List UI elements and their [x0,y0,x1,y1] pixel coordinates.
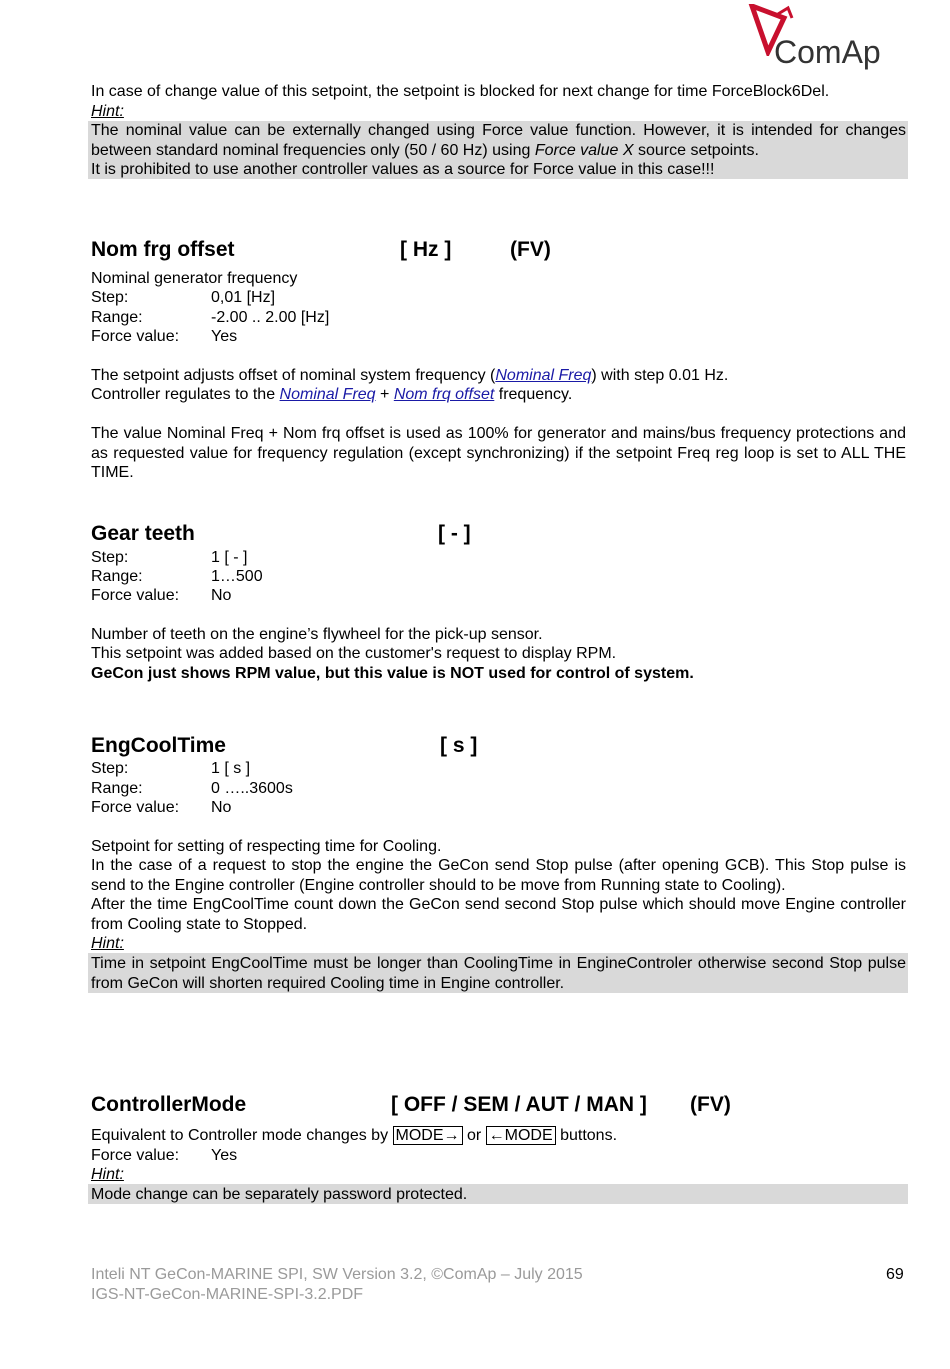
hint-label-3: Hint: [91,1166,124,1183]
controller-mode-fv: (FV) [690,1093,731,1116]
logo-text: ComAp [774,34,881,70]
force-value-value: Yes [211,1147,238,1164]
force-value-value: No [211,799,232,816]
range-value: -2.00 .. 2.00 [Hz] [211,309,330,326]
hint-box-3-text: Mode change can be separately password protected. [91,1186,468,1203]
force-value-value: No [211,587,232,604]
hint-label-2: Hint: [91,935,124,952]
range-label: Range: [91,309,143,326]
hint-box-1-text: The nominal value can be externally changed using Force value function. However, it is intended for changes between standard nominal frequencies only (50 / 60 Hz) using Force value X source setpoints. [91,122,906,159]
gear-teeth-unit: [ - ] [438,522,471,545]
step-label: Step: [91,289,129,306]
nom-frq-p2: Controller regulates to the Nominal Freq + Nom frq offset frequency. [91,386,573,403]
controller-mode-unit: [ OFF / SEM / AUT / MAN ] [391,1093,647,1116]
step-label: Step: [91,760,129,777]
nom-frq-offset-fv: (FV) [510,238,551,261]
range-value: 0 …..3600s [211,780,293,797]
force-value-label: Force value: [91,799,180,816]
force-value-value: Yes [211,328,238,345]
nom-frq-p1: The setpoint adjusts offset of nominal system frequency (Nominal Freq) with step 0.01 Hz. [91,367,729,384]
nom-frq-p3: The value Nominal Freq + Nom frq offset is used as 100% for generator and mains/bus frequency protections and as requested value for frequency regulation (except synchronizing) if the setpoint Freq reg loop is set to ALL THE TIME. [91,425,906,481]
eng-cool-time-p2: In the case of a request to stop the engine the GeCon send Stop pulse (after opening GCB). This Stop pulse is send to the Engine controller (Engine controller should to be move from Running state to Cooling). [91,857,906,894]
force-value-label: Force value: [91,328,180,345]
nominal-freq-link[interactable]: Nominal Freq [495,367,592,384]
controller-mode-title: ControllerMode [91,1093,247,1116]
step-value: 0,01 [Hz] [211,289,276,306]
controller-mode-desc: Equivalent to Controller mode changes by MODE→ or ←MODE buttons. [91,1127,618,1144]
range-value: 1…500 [211,568,263,585]
step-value: 1 [ s ] [211,760,251,777]
eng-cool-time-p1: Setpoint for setting of respecting time for Cooling. [91,838,442,855]
step-label: Step: [91,549,129,566]
nom-frq-offset-desc: Nominal generator frequency [91,270,298,287]
range-label: Range: [91,780,143,797]
hint-label-1: Hint: [91,103,124,120]
force-block-note: In case of change value of this setpoint, the setpoint is blocked for next change for time ForceBlock6Del. [91,83,830,100]
mode-backward-button: ←MODE [486,1126,556,1145]
force-value-label: Force value: [91,1147,180,1164]
nom-frq-offset-unit: [ Hz ] [400,238,452,261]
hint-box-2-text: Time in setpoint EngCoolTime must be longer than CoolingTime in EngineControler otherwise second Stop pulse from GeCon will shorten required Cooling time in Engine controller. [91,955,906,992]
nominal-freq-link-2[interactable]: Nominal Freq [279,386,376,403]
page-number: 69 [886,1266,904,1283]
eng-cool-time-p3: After the time EngCoolTime count down the GeCon send second Stop pulse which should move Engine controller from Cooling state to Stopped. [91,896,906,933]
eng-cool-time-unit: [ s ] [440,734,478,757]
step-value: 1 [ - ] [211,549,248,566]
nom-frq-offset-link[interactable]: Nom frq offset [393,386,495,403]
gear-teeth-p3: GeCon just shows RPM value, but this value is NOT used for control of system. [91,665,694,682]
gear-teeth-title: Gear teeth [91,522,195,545]
force-value-label: Force value: [91,587,180,604]
gear-teeth-p1: Number of teeth on the engine’s flywheel for the pick-up sensor. [91,626,543,643]
nom-frq-offset-title: Nom frg offset [91,238,235,261]
hint-box-1-warning: It is prohibited to use another controller values as a source for Force value in this case!!! [91,161,715,178]
eng-cool-time-title: EngCoolTime [91,734,226,757]
footer-filename: IGS-NT-GeCon-MARINE-SPI-3.2.PDF [91,1286,364,1303]
comap-logo [748,4,888,74]
mode-forward-button: MODE→ [393,1126,463,1145]
range-label: Range: [91,568,143,585]
footer-doc-info: Inteli NT GeCon-MARINE SPI, SW Version 3.2, ©ComAp – July 2015 [91,1266,583,1283]
gear-teeth-p2: This setpoint was added based on the customer's request to display RPM. [91,645,617,662]
